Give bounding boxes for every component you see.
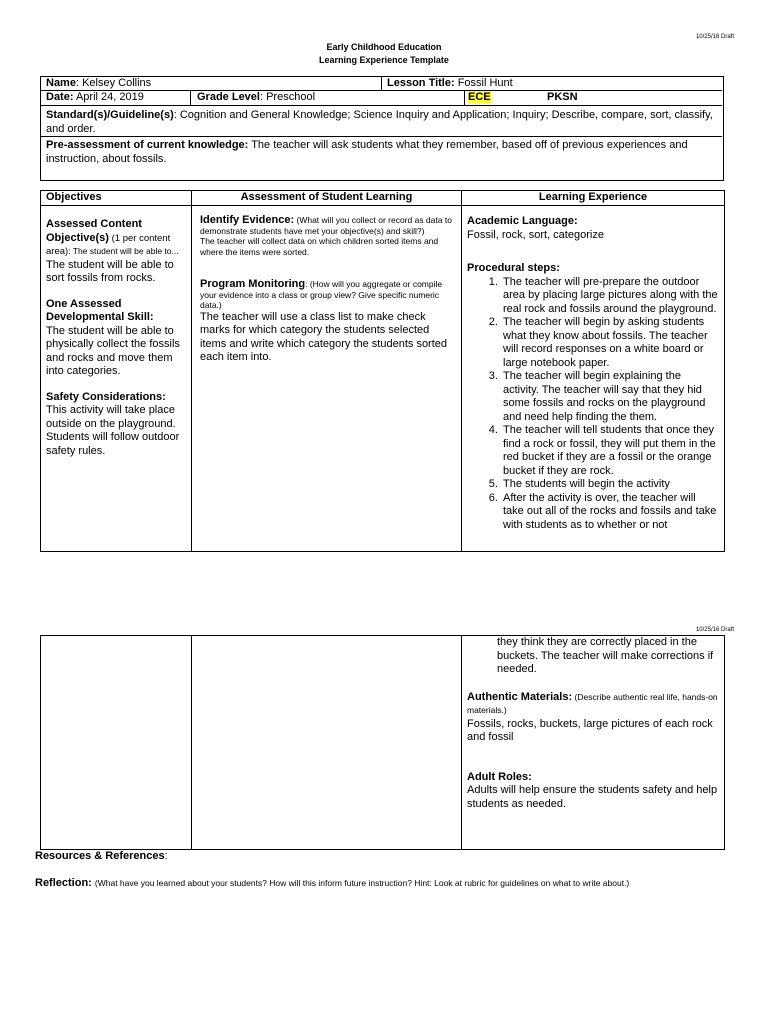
- assessment-cell: [192, 206, 462, 552]
- pksn-label: PKSN: [547, 91, 578, 103]
- assessment-cell-continued: [192, 636, 462, 850]
- experience-cell: [462, 206, 725, 552]
- lesson-cell: [382, 77, 722, 91]
- procedural-step: 1. The teacher will pre-prepare the outdoor area by placing large pictures along with the real rock and fossils around the playground.: [501, 276, 719, 317]
- resources-label: Resources & References: [35, 850, 165, 862]
- grade-cell: [191, 91, 465, 106]
- preassessment-cell: [41, 137, 722, 179]
- safety-text: This activity will take place outside on the playground. Students will follow outdoor safety rules.: [46, 404, 180, 457]
- col-assessment: Assessment of Student Learning: [192, 191, 462, 206]
- lesson-value: Fossil Hunt: [454, 77, 513, 89]
- ece-badge: ECE: [468, 91, 491, 103]
- standards-label: Standard(s)/Guideline(s): [46, 109, 174, 121]
- grade-label: Grade Level: [197, 91, 260, 103]
- content-objective-note-2: : The student will be able to...: [68, 246, 179, 256]
- reflection-line: [35, 877, 629, 891]
- header-line-2: Learning Experience Template: [319, 55, 449, 65]
- col-objectives: Objectives: [41, 191, 192, 206]
- academic-language-label: Academic Language:: [467, 215, 578, 227]
- procedural-step: 2. The teacher will begin by asking students what they know about fossils. The teacher will record responses on a white board or large notebook paper.: [501, 316, 719, 370]
- grade-value: : Preschool: [259, 91, 316, 103]
- objectives-cell: [41, 206, 192, 552]
- draft-label: 10/25/16 Draft: [695, 34, 734, 40]
- date-cell: [41, 91, 191, 106]
- header-line-1: Early Childhood Education: [326, 42, 442, 52]
- standards-cell: [41, 106, 722, 137]
- procedural-step: 6. After the activity is over, the teacher will take out all of the rocks and fossils and take with students as to whether or not: [501, 492, 719, 533]
- preassessment-label: Pre-assessment of current knowledge:: [46, 139, 249, 151]
- evidence-text: The teacher will collect data on which children sorted items and where the items were sorted.: [200, 236, 439, 257]
- draft-label-page-2: 10/25/16 Draft: [695, 627, 734, 633]
- standards-value: : Cognition and General Knowledge; Science Inquiry and Application; Inquiry; Describe, compare, sort, classify, and order.: [46, 109, 713, 135]
- date-value: April 24, 2019: [73, 91, 144, 103]
- procedural-steps-list: [467, 276, 719, 533]
- academic-language-text: Fossil, rock, sort, categorize: [467, 228, 604, 241]
- program-cell: [465, 91, 722, 106]
- procedural-step-continued: they think they are correctly placed in the buckets. The teacher will make corrections if needed.: [497, 636, 714, 675]
- materials-note: (Describe authentic real life, hands-on materials.): [467, 691, 718, 715]
- name-cell: [41, 77, 382, 91]
- monitoring-label: Program Monitoring: [200, 278, 306, 290]
- name-value: : Kelsey Collins: [75, 77, 152, 89]
- lesson-table: [40, 190, 725, 552]
- name-label: Name: [46, 77, 76, 89]
- procedural-step: 5. The students will begin the activity: [501, 478, 719, 492]
- lesson-table-continued: [40, 635, 725, 850]
- date-label: Date:: [46, 91, 74, 103]
- monitoring-text: The teacher will use a class list to make check marks for which category the students selected items and write which category the students sorted each item into.: [200, 310, 448, 363]
- evidence-note: (What will you collect or record as data to demonstrate students have met your objective(s) and skill?): [200, 215, 452, 236]
- procedural-step: 4. The teacher will tell students that once they find a rock or fossil, they will put them in the red bucket if they are a fossil or the orange bucket if they are rock.: [501, 424, 719, 478]
- procedural-steps-label: Procedural steps:: [467, 262, 560, 274]
- adult-roles-text: Adults will help ensure the students safety and help students as needed.: [467, 784, 718, 810]
- resources-line: [35, 850, 168, 864]
- content-objective-text: The student will be able to sort fossils from rocks.: [46, 258, 174, 284]
- monitoring-note: : (How will you aggregate or compile your evidence into a class or group view? Give specific numeric data.): [200, 279, 443, 310]
- materials-text: Fossils, rocks, buckets, large pictures of each rock and fossil: [467, 717, 713, 743]
- content-objective-note: (1 per content area): [46, 232, 171, 257]
- developmental-skill-label: One Assessed Developmental Skill:: [46, 297, 154, 323]
- resources-colon: :: [164, 850, 168, 862]
- safety-label: Safety Considerations:: [46, 390, 166, 403]
- evidence-label: Identify Evidence:: [200, 214, 295, 226]
- col-experience: Learning Experience: [462, 191, 725, 206]
- materials-label: Authentic Materials:: [467, 690, 573, 703]
- developmental-skill-text: The student will be able to physically collect the fossils and rocks and move them into categories.: [46, 324, 180, 377]
- lesson-label: Lesson Title:: [387, 77, 455, 89]
- experience-cell-continued: [462, 636, 725, 850]
- preassessment-value: The teacher will ask students what they remember, based off of previous experiences and instruction, about fossils.: [46, 139, 688, 165]
- procedural-step: 3. The teacher will begin explaining the activity. The teacher will say that they hid some fossils and rocks on the playground and need help finding the them.: [501, 370, 719, 424]
- content-objective-label: Assessed Content Objective(s): [46, 218, 142, 244]
- objectives-cell-continued: [41, 636, 192, 850]
- info-box: [40, 76, 724, 181]
- reflection-label: Reflection:: [35, 877, 95, 889]
- reflection-note: (What have you learned about your students? How will this inform future instruction? Hint: Look at rubric for guidelines on what to write about.): [94, 878, 630, 888]
- adult-roles-label: Adult Roles:: [467, 770, 532, 783]
